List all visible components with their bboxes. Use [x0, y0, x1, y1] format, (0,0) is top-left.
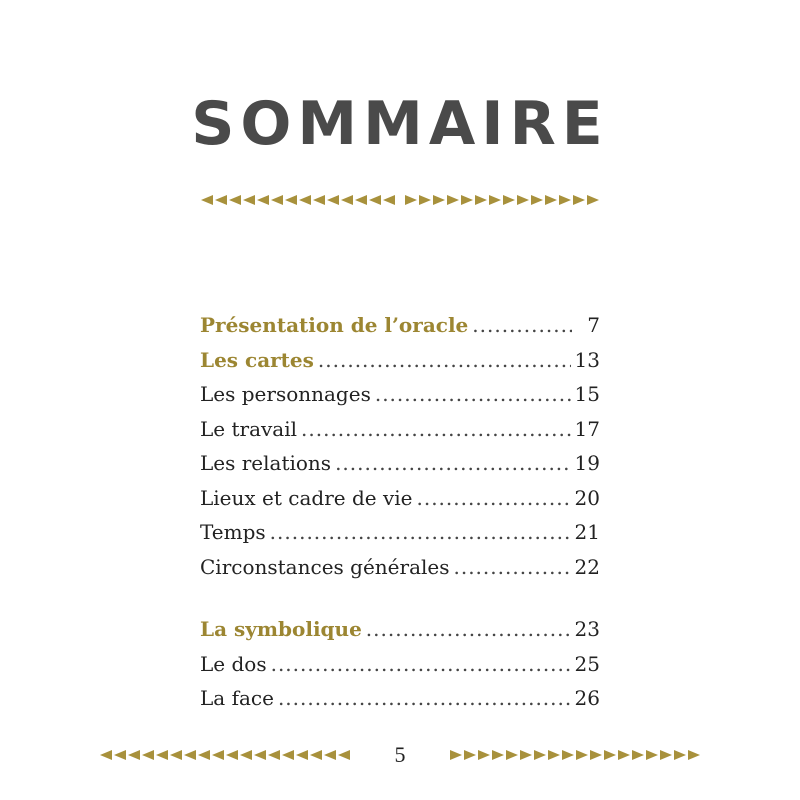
toc-entry-label: La face	[200, 686, 274, 710]
toc-entry[interactable]	[200, 412, 600, 447]
toc-entry-page: 26	[574, 686, 600, 710]
toc-entry-page: 22	[574, 554, 600, 579]
toc-entry[interactable]	[200, 681, 600, 716]
bottom-ornament	[100, 742, 700, 768]
toc-entry-label: Lieux et cadre de vie	[200, 485, 413, 510]
dot-leader	[375, 377, 571, 412]
toc-entry[interactable]	[200, 481, 600, 516]
ornament-right-arrows	[450, 750, 700, 760]
toc-entry[interactable]	[200, 308, 600, 343]
ornament-left-arrows	[100, 750, 350, 760]
toc-entry-label: Temps	[200, 520, 266, 544]
dot-leader	[318, 343, 571, 378]
dot-leader	[335, 446, 570, 481]
dot-leader	[278, 681, 571, 716]
toc-entry-label: Les personnages	[200, 382, 371, 406]
page-number: 5	[394, 742, 406, 767]
toc-entry-label: La symbolique	[200, 617, 362, 641]
toc-entry[interactable]	[200, 612, 600, 647]
toc-entry-label: Les cartes	[200, 347, 314, 372]
top-ornament	[201, 195, 599, 205]
dot-leader	[453, 550, 570, 585]
toc-entry-page: 23	[574, 617, 600, 641]
ornament-right-arrows	[405, 195, 599, 205]
toc-entry-page: 25	[574, 651, 600, 676]
dot-leader	[301, 412, 571, 447]
toc-entry[interactable]	[200, 446, 600, 481]
dot-leader	[416, 481, 570, 516]
dot-leader	[472, 308, 572, 343]
dot-leader	[271, 647, 571, 682]
toc-entry-page: 13	[574, 347, 600, 372]
table-of-contents	[200, 308, 600, 716]
toc-entry-page: 19	[574, 451, 600, 475]
toc-entry[interactable]	[200, 377, 600, 412]
ornament-left-arrows	[201, 195, 395, 205]
toc-entry-page: 20	[574, 485, 600, 510]
page-title: SOMMAIRE	[191, 89, 609, 159]
toc-entry-page: 15	[574, 382, 600, 406]
toc-entry[interactable]	[200, 343, 600, 378]
toc-entry[interactable]	[200, 515, 600, 550]
toc-entry-label: Les relations	[200, 451, 332, 475]
toc-entry-label: Présentation de l’oracle	[200, 313, 469, 337]
dot-leader	[366, 612, 571, 647]
toc-entry-label: Circonstances générales	[200, 554, 450, 579]
toc-entry[interactable]	[200, 550, 600, 585]
toc-entry-label: Le travail	[200, 416, 298, 441]
toc-entry-label: Le dos	[200, 651, 267, 676]
dot-leader	[270, 515, 571, 550]
toc-entry-page: 17	[574, 416, 600, 441]
toc-entry[interactable]	[200, 647, 600, 682]
toc-entry-page: 21	[574, 520, 600, 544]
toc-entry-page: 7	[587, 313, 600, 337]
